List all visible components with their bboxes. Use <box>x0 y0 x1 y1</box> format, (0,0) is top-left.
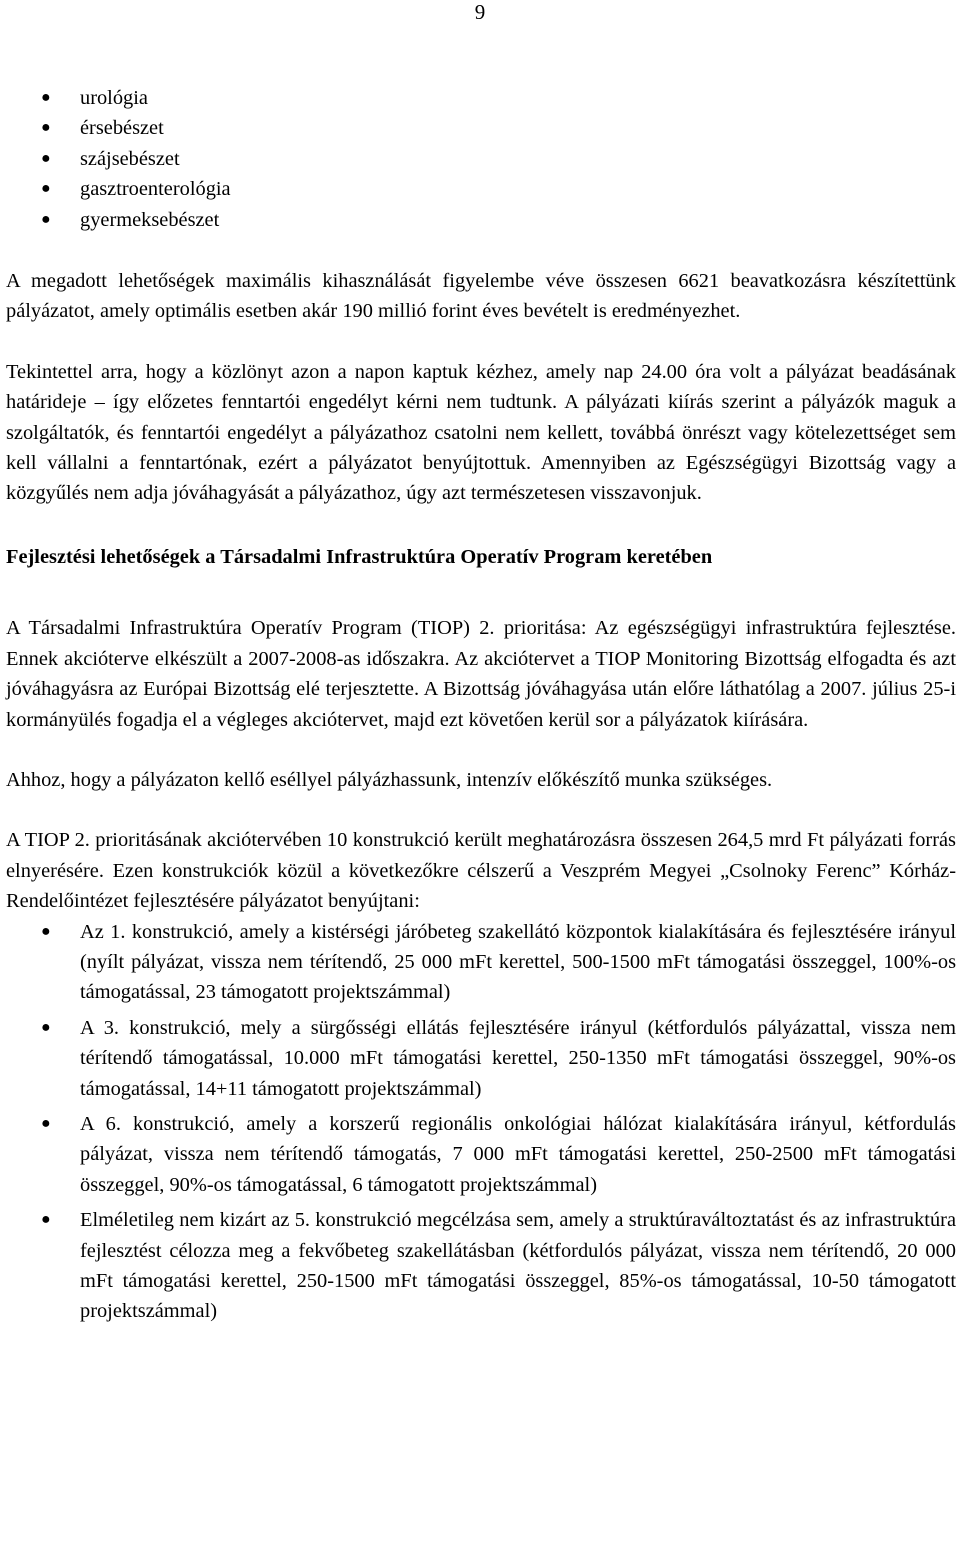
list-item <box>6 205 956 235</box>
list-item-text: urológia <box>80 87 148 109</box>
paragraph-interventions: A megadott lehetőségek maximális kihasználását figyelembe véve összesen 6621 beavatkozásra készítettünk pályázatot, amely optimális esetben akár 190 millió forint éves bevételt is eredményezhet. <box>6 270 956 323</box>
page-number: 9 <box>474 0 486 24</box>
list-item-text: A 6. konstrukció, amely a korszerű regionális onkológiai hálózat kialakítására irányul, kétfordulás pályázat, vissza nem térítendő támogatás, 7 000 mFt támogatási kerettel, 250-2500 mFt támogatási összeggel, 90%-os támogatással, 6 támogatott projektszámmal) <box>80 1112 956 1196</box>
list-item-text: Az 1. konstrukció, amely a kistérségi járóbeteg szakellátó központok kialakítására és fejlesztésére irányul (nyílt pályázat, vissza nem térítendő, 25 000 mFt kerettel, 500-1500 mFt támogatási összeggel, 100%-os támogatással, 23 támogatott projektszámmal) <box>80 920 956 1004</box>
bullet-icon: ● <box>41 89 51 106</box>
list-item-text: gasztroenterológia <box>80 178 231 201</box>
list-item-text: Elméletileg nem kizárt az 5. konstrukció megcélzása sem, amely a struktúraváltoztatást és az infrastruktúra fejlesztést célozza meg a fekvőbeteg szakellátásban (kétfordulós pályázat, vissza nem térítendő, 20 000 mFt támogatási kerettel, 250-1500 mFt támogatási összeggel, 85%-os támogatással, 10-50 támogatott projektszámmal) <box>80 1209 956 1323</box>
list-item <box>6 1109 956 1200</box>
list-item <box>6 1013 956 1104</box>
bullet-icon: ● <box>41 180 51 198</box>
bullet-icon: ● <box>41 119 51 137</box>
paragraph-constructions: A TIOP 2. prioritásának akciótervében 10 konstrukció került meghatározásra összesen 264,5 mrd Ft pályázati forrás elnyerésére. Ezen konstrukciók közül a következőkre célszerű a Veszprém Megyei „Csolnoky Ferenc” Kórház-Rendelőintézet fejlesztésére pályázatot benyújtani: <box>6 829 956 913</box>
bullet-icon: ● <box>41 922 51 940</box>
list-item <box>6 917 956 1008</box>
bullet-icon: ● <box>41 1018 51 1036</box>
list-item <box>6 174 956 204</box>
list-item-text: A 3. konstrukció, mely a sürgősségi ellátás fejlesztésére irányul (kétfordulós pályázattal, vissza nem térítendő támogatással, 10.000 mFt támogatási kerettel, 250-1350 mFt támogatási összeggel, 90%-os támogatással, 14+11 támogatott projektszámmal) <box>80 1016 956 1100</box>
list-item <box>6 83 956 113</box>
bullet-icon: ● <box>41 149 51 167</box>
list-item <box>6 113 956 143</box>
specialty-list <box>6 83 956 235</box>
list-item-text: érsebészet <box>80 117 164 140</box>
bullet-icon: ● <box>41 210 51 228</box>
paragraph-deadline: Tekintettel arra, hogy a közlönyt azon a napon kaptuk kézhez, amely nap 24.00 óra volt a pályázat beadásának határideje – így előzetes fenntartói engedélyt kérni nem tudtunk. A pályázati kiírás szerint a pályázók maguk a szolgáltatók, és fenntartói engedélyt a pályázathoz csatolni nem kellett, továbbá önrészt vagy kötelezettséget sem kell vállalni a fenntartónak, ezért a pályázatot benyújtottuk. Amennyiben az Egészségügyi Bizottság vagy a közgyűlés nem adja jóváhagyását a pályázathoz, úgy azt természetesen visszavonjuk. <box>6 360 956 505</box>
section-heading: Fejlesztési lehetőségek a Társadalmi Infrastruktúra Operatív Program keretében <box>6 545 713 568</box>
bullet-icon: ● <box>41 1114 51 1132</box>
list-item-text: gyermeksebészet <box>80 208 220 231</box>
list-item <box>6 144 956 174</box>
list-item <box>6 1205 956 1327</box>
paragraph-tiop: A Társadalmi Infrastruktúra Operatív Program (TIOP) 2. prioritása: Az egészségügyi infrastruktúra fejlesztése. Ennek akcióterve elkészült a 2007-2008-as időszakra. Az akciótervet a TIOP Monitoring Bizottság elfogadta és azt jóváhagyásra az Európai Bizottság elé terjesztette. A Bizottság jóváhagyása után előre láthatólag a 2007. július 25-i kormányülés fogadja el a végleges akciótervet, majd ezt követően kerül sor a pályázatok kiírására. <box>6 617 956 731</box>
construction-list <box>6 917 956 1327</box>
bullet-icon: ● <box>41 1211 51 1229</box>
list-item-text: szájsebészet <box>80 147 180 170</box>
paragraph-preparation: Ahhoz, hogy a pályázaton kellő eséllyel pályázhassunk, intenzív előkészítő munka szükséges. <box>6 768 773 791</box>
document-body <box>6 83 956 1332</box>
